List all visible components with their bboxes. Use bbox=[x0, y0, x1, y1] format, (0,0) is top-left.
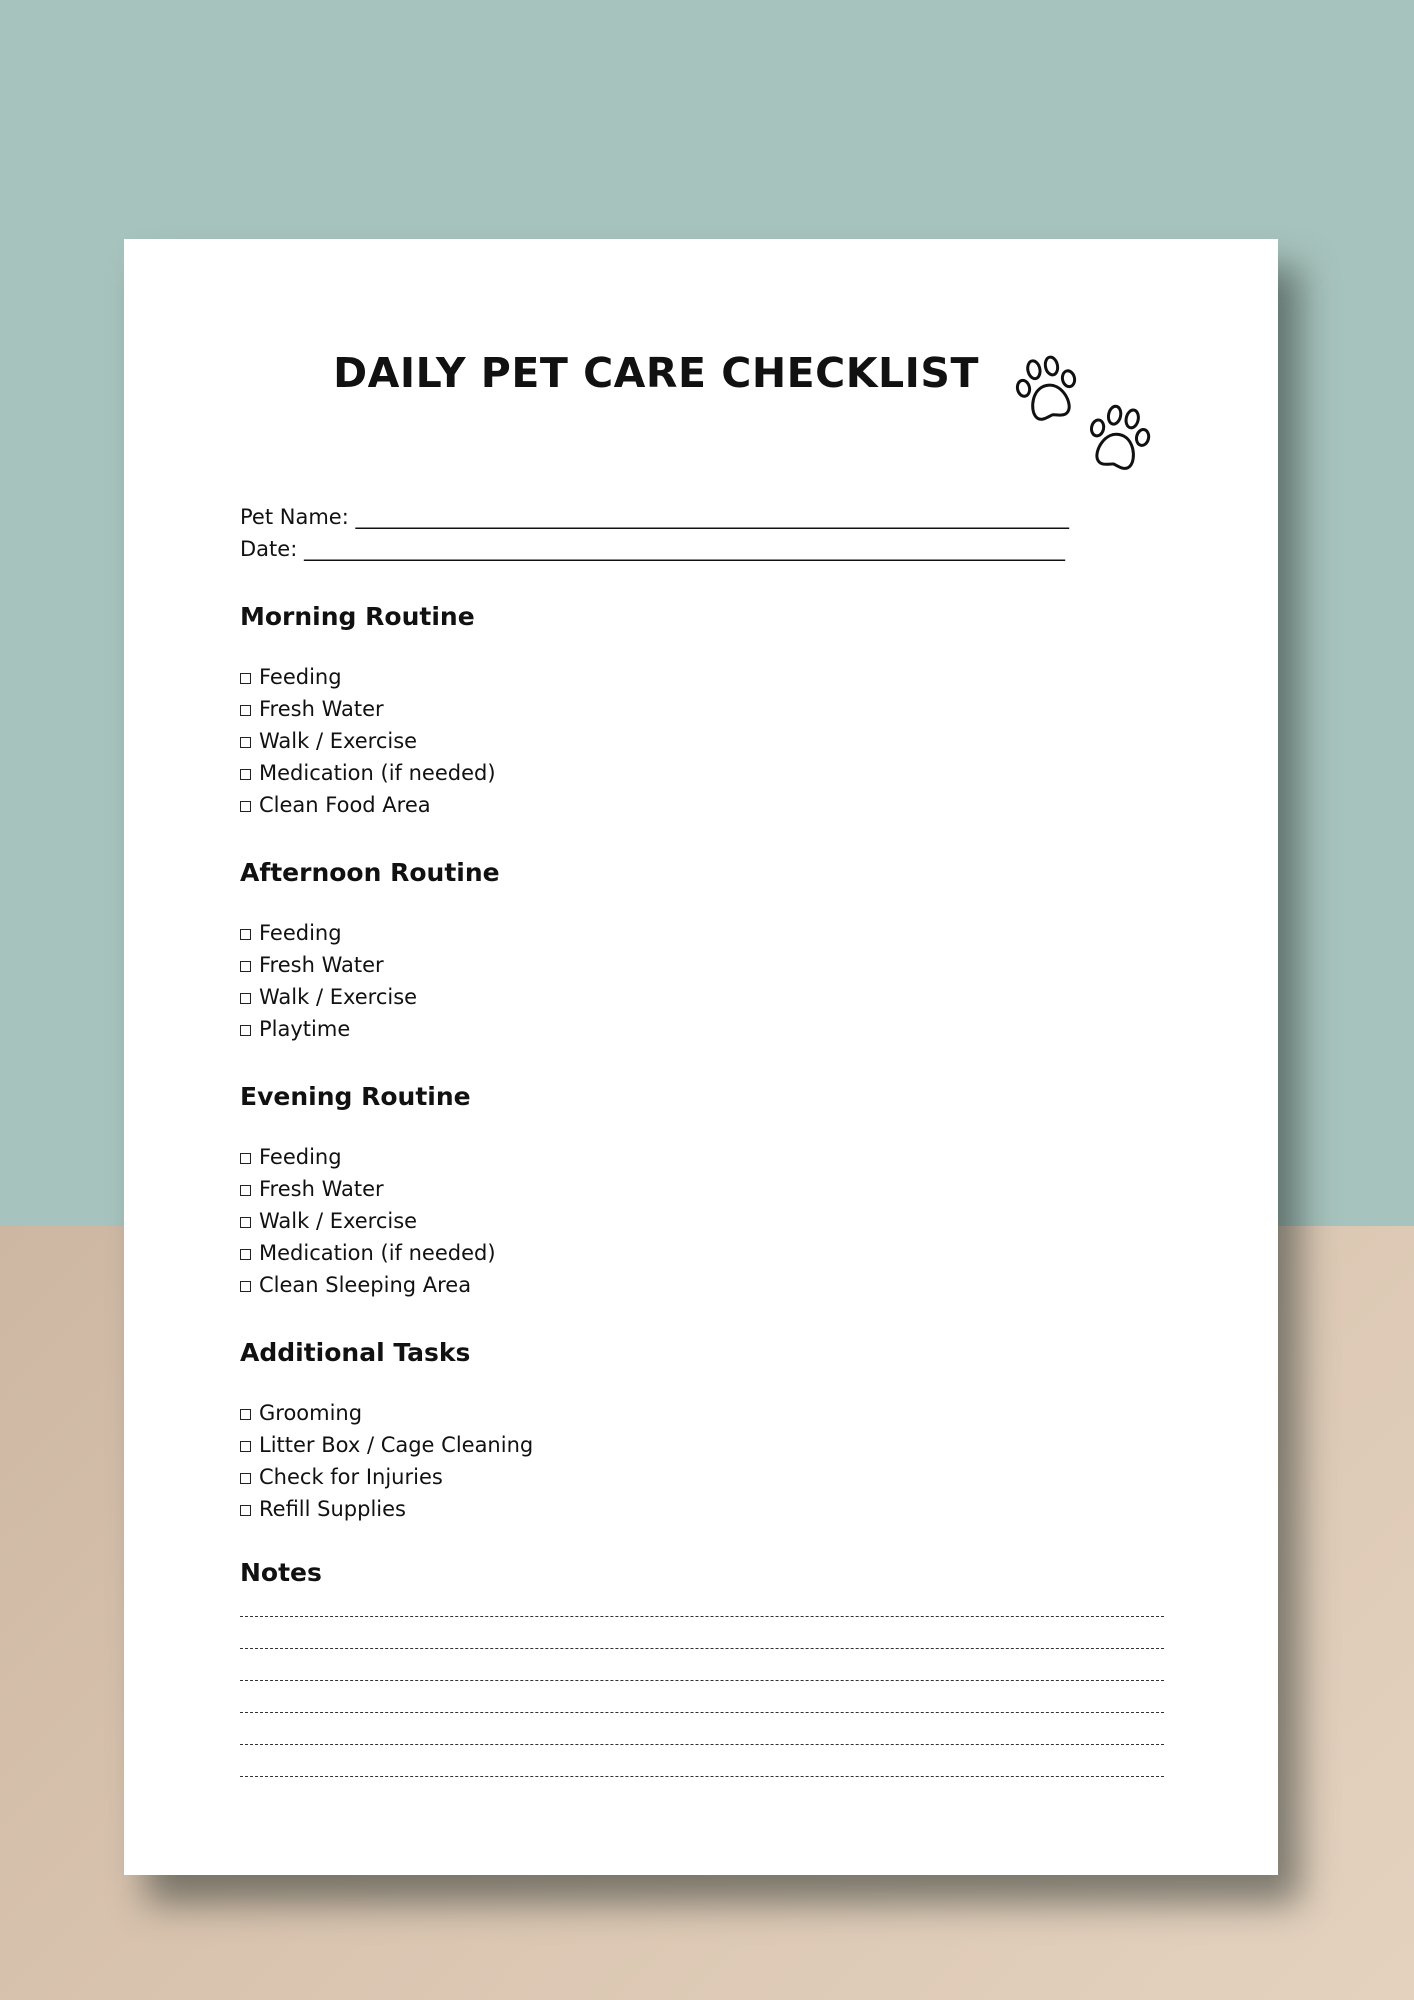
item-label: Feeding bbox=[259, 921, 342, 945]
checkbox-icon[interactable] bbox=[240, 1409, 251, 1420]
checkbox-icon[interactable] bbox=[240, 801, 251, 812]
item-label: Clean Food Area bbox=[259, 793, 431, 817]
checklist-item[interactable] bbox=[240, 789, 1164, 821]
item-label: Grooming bbox=[259, 1401, 363, 1425]
checklist-item[interactable] bbox=[240, 1397, 1164, 1429]
section-title: Evening Routine bbox=[240, 1082, 471, 1111]
section-afternoon-routine bbox=[240, 857, 1164, 1045]
notes-line[interactable] bbox=[240, 1689, 1164, 1721]
paw-prints-decoration bbox=[1012, 351, 1162, 481]
checkbox-icon[interactable] bbox=[240, 1025, 251, 1036]
checkbox-icon[interactable] bbox=[240, 673, 251, 684]
date-label: Date: bbox=[240, 537, 298, 561]
checklist-item[interactable] bbox=[240, 1429, 1164, 1461]
pet-name-blank: ___________________________________________________________________________ bbox=[355, 505, 1068, 529]
item-label: Feeding bbox=[259, 665, 342, 689]
checkbox-icon[interactable] bbox=[240, 769, 251, 780]
section-evening-routine bbox=[240, 1081, 1164, 1301]
checklist-item[interactable] bbox=[240, 1237, 1164, 1269]
checkbox-icon[interactable] bbox=[240, 961, 251, 972]
item-label: Fresh Water bbox=[259, 697, 384, 721]
notes-title: Notes bbox=[240, 1558, 322, 1587]
section-notes bbox=[240, 1557, 1164, 1785]
pet-name-field[interactable] bbox=[240, 501, 1164, 533]
item-label: Feeding bbox=[259, 1145, 342, 1169]
item-label: Fresh Water bbox=[259, 953, 384, 977]
checkbox-icon[interactable] bbox=[240, 1249, 251, 1260]
item-label: Medication (if needed) bbox=[259, 1241, 496, 1265]
checkbox-icon[interactable] bbox=[240, 929, 251, 940]
checklist-item[interactable] bbox=[240, 1205, 1164, 1237]
section-morning-routine bbox=[240, 601, 1164, 821]
checkbox-icon[interactable] bbox=[240, 1473, 251, 1484]
checklist-item[interactable] bbox=[240, 1269, 1164, 1301]
item-label: Walk / Exercise bbox=[259, 985, 418, 1009]
checklist-item[interactable] bbox=[240, 725, 1164, 757]
date-field[interactable] bbox=[240, 533, 1164, 565]
checkbox-icon[interactable] bbox=[240, 1441, 251, 1452]
item-label: Walk / Exercise bbox=[259, 1209, 418, 1233]
section-additional-tasks bbox=[240, 1337, 1164, 1525]
checklist-content bbox=[240, 501, 1164, 1785]
checklist-item[interactable] bbox=[240, 1013, 1164, 1045]
checklist-item[interactable] bbox=[240, 1173, 1164, 1205]
item-label: Check for Injuries bbox=[259, 1465, 443, 1489]
checkbox-icon[interactable] bbox=[240, 1153, 251, 1164]
checklist-item[interactable] bbox=[240, 981, 1164, 1013]
date-blank: ________________________________________________________________________________ bbox=[303, 537, 1064, 561]
item-label: Refill Supplies bbox=[259, 1497, 406, 1521]
item-label: Playtime bbox=[259, 1017, 351, 1041]
checkbox-icon[interactable] bbox=[240, 1281, 251, 1292]
pet-name-label: Pet Name: bbox=[240, 505, 349, 529]
item-label: Walk / Exercise bbox=[259, 729, 418, 753]
checkbox-icon[interactable] bbox=[240, 737, 251, 748]
document-title: DAILY PET CARE CHECKLIST bbox=[333, 349, 979, 397]
checkbox-icon[interactable] bbox=[240, 705, 251, 716]
item-label: Fresh Water bbox=[259, 1177, 384, 1201]
checklist-item[interactable] bbox=[240, 949, 1164, 981]
item-label: Litter Box / Cage Cleaning bbox=[259, 1433, 534, 1457]
item-label: Clean Sleeping Area bbox=[259, 1273, 472, 1297]
checkbox-icon[interactable] bbox=[240, 1185, 251, 1196]
checklist-page bbox=[124, 239, 1278, 1875]
checklist-item[interactable] bbox=[240, 693, 1164, 725]
section-title: Afternoon Routine bbox=[240, 858, 500, 887]
section-title: Additional Tasks bbox=[240, 1338, 471, 1367]
checklist-item[interactable] bbox=[240, 757, 1164, 789]
item-label: Medication (if needed) bbox=[259, 761, 496, 785]
checklist-item[interactable] bbox=[240, 1461, 1164, 1493]
checklist-item[interactable] bbox=[240, 661, 1164, 693]
checklist-item[interactable] bbox=[240, 1141, 1164, 1173]
checklist-item[interactable] bbox=[240, 1493, 1164, 1525]
notes-line[interactable] bbox=[240, 1753, 1164, 1785]
paw-print-icon bbox=[1085, 402, 1154, 472]
notes-line[interactable] bbox=[240, 1593, 1164, 1625]
notes-line[interactable] bbox=[240, 1721, 1164, 1753]
checklist-item[interactable] bbox=[240, 917, 1164, 949]
checkbox-icon[interactable] bbox=[240, 1505, 251, 1516]
paw-print-icon bbox=[1012, 353, 1081, 423]
section-title: Morning Routine bbox=[240, 602, 475, 631]
checkbox-icon[interactable] bbox=[240, 1217, 251, 1228]
checkbox-icon[interactable] bbox=[240, 993, 251, 1004]
notes-line[interactable] bbox=[240, 1657, 1164, 1689]
notes-line[interactable] bbox=[240, 1625, 1164, 1657]
